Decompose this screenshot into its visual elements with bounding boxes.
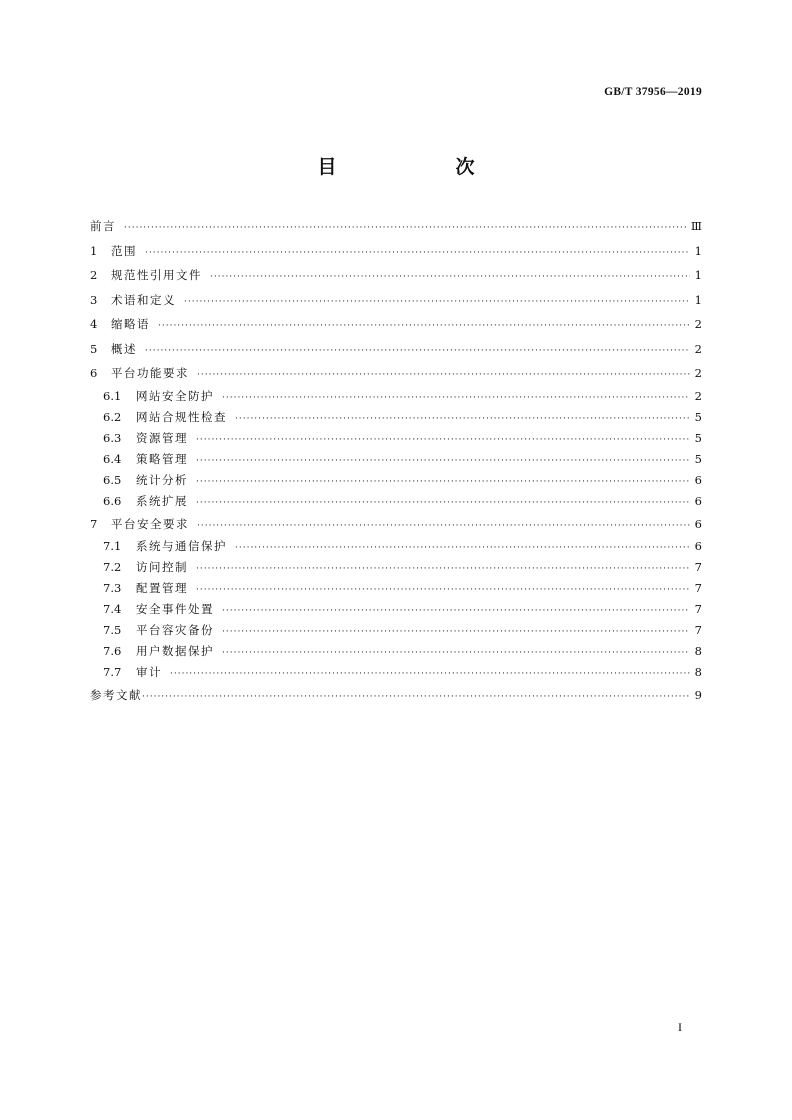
toc-entry-number: 6.2 — [103, 409, 122, 424]
toc-entry-page: 8 — [694, 665, 702, 679]
page-title: 目 次 — [317, 156, 525, 178]
toc-entry-page: 7 — [694, 560, 702, 574]
toc-leader-dots — [235, 409, 690, 430]
toc-entry-label: 用户数据保护 — [136, 644, 214, 658]
toc-entry-page: 2 — [694, 341, 702, 356]
toc-entry[interactable] — [90, 312, 702, 337]
toc-entry-number: 1 — [90, 243, 98, 258]
toc-entry[interactable] — [90, 337, 702, 362]
toc-entry[interactable] — [90, 536, 702, 557]
toc-entry-label: 访问控制 — [136, 560, 188, 574]
toc-entry[interactable] — [90, 470, 702, 491]
toc-entry[interactable] — [90, 578, 702, 599]
toc-entry[interactable] — [90, 599, 702, 620]
toc-entry-number: 5 — [90, 341, 98, 356]
toc-entry-label: 审计 — [136, 665, 162, 679]
toc-entry-label: 范围 — [111, 243, 137, 258]
toc-entry-page: 1 — [694, 268, 702, 282]
toc-entry-page: 5 — [694, 430, 702, 445]
toc-leader-dots — [196, 493, 690, 514]
toc-entry-page: Ⅲ — [690, 219, 702, 233]
toc-entry-page: 6 — [694, 472, 702, 487]
toc-entry[interactable] — [90, 620, 702, 641]
toc-entry-number: 6.4 — [103, 451, 122, 466]
toc-entry[interactable] — [90, 386, 702, 407]
toc-entry[interactable] — [90, 239, 702, 264]
toc-entry-page: 5 — [694, 451, 702, 466]
toc-entry[interactable] — [90, 288, 702, 313]
toc-leader-dots — [210, 265, 690, 289]
toc-entry-number: 2 — [90, 268, 98, 282]
toc-entry-label: 系统扩展 — [136, 493, 188, 508]
toc-entry-number: 7.3 — [103, 581, 122, 595]
toc-entry[interactable] — [90, 683, 702, 708]
toc-leader-dots — [197, 363, 690, 387]
toc-entry[interactable] — [90, 491, 702, 512]
toc-entry[interactable] — [90, 407, 702, 428]
toc-leader-dots — [124, 216, 687, 240]
toc-entry-page: 7 — [694, 602, 702, 616]
toc-entry-page: 1 — [694, 292, 702, 307]
toc-entry[interactable] — [90, 449, 702, 470]
toc-leader-dots — [142, 685, 690, 709]
toc-entry-label: 术语和定义 — [111, 292, 176, 307]
toc-entry[interactable] — [90, 662, 702, 683]
toc-leader-dots — [222, 643, 690, 664]
toc-leader-dots — [197, 514, 690, 538]
toc-leader-dots — [222, 622, 690, 643]
toc-leader-dots — [145, 339, 690, 363]
toc-entry-number: 7.1 — [103, 539, 122, 553]
standard-code: GB/T 37956—2019 — [604, 86, 702, 98]
toc-entry-label: 统计分析 — [136, 472, 188, 487]
toc-leader-dots — [158, 314, 690, 338]
toc-entry-page: 8 — [694, 644, 702, 658]
toc-entry-label: 平台安全要求 — [111, 516, 189, 531]
toc-entry-label: 系统与通信保护 — [136, 539, 227, 553]
toc-entry[interactable] — [90, 361, 702, 386]
toc-entry-label: 策略管理 — [136, 451, 188, 466]
toc-entry-number: 3 — [90, 292, 98, 307]
toc-entry-number: 6.6 — [103, 493, 122, 508]
toc-entry-label: 安全事件处置 — [136, 602, 214, 616]
toc-entry-label: 平台容灾备份 — [136, 623, 214, 637]
toc-entry-number: 6.3 — [103, 430, 122, 445]
toc-entry-page: 2 — [694, 388, 702, 403]
toc-leader-dots — [222, 388, 690, 409]
toc-entry-page: 1 — [694, 243, 702, 258]
toc-entry-page: 6 — [694, 516, 702, 531]
toc-entry-label: 平台功能要求 — [111, 366, 189, 380]
table-of-contents — [90, 214, 702, 708]
toc-entry-page: 7 — [694, 623, 702, 637]
toc-entry-page: 2 — [694, 317, 702, 331]
toc-entry-number: 7.7 — [103, 665, 122, 679]
page-number: I — [678, 1020, 682, 1034]
toc-entry-page: 2 — [694, 366, 702, 380]
toc-entry-page: 9 — [694, 688, 702, 702]
toc-leader-dots — [184, 290, 690, 314]
toc-leader-dots — [196, 451, 690, 472]
toc-entry[interactable] — [90, 512, 702, 537]
toc-entry-label: 规范性引用文件 — [111, 268, 202, 282]
toc-entry-label: 缩略语 — [111, 317, 150, 331]
toc-entry-number: 6 — [90, 366, 98, 380]
toc-leader-dots — [170, 664, 690, 685]
toc-entry-label: 网站安全防护 — [136, 388, 214, 403]
toc-entry-number: 6.1 — [103, 388, 122, 403]
toc-leader-dots — [196, 559, 690, 580]
toc-entry[interactable] — [90, 214, 702, 239]
toc-entry[interactable] — [90, 557, 702, 578]
toc-entry-number: 7.6 — [103, 644, 122, 658]
toc-leader-dots — [222, 601, 690, 622]
toc-entry[interactable] — [90, 428, 702, 449]
toc-leader-dots — [196, 580, 690, 601]
toc-entry-label: 参考文献 — [90, 688, 142, 702]
toc-entry-page: 5 — [694, 409, 702, 424]
toc-entry-number: 7.4 — [103, 602, 122, 616]
toc-entry-label: 前言 — [90, 219, 116, 233]
toc-entry-number: 7 — [90, 516, 98, 531]
toc-entry-page: 6 — [694, 493, 702, 508]
toc-leader-dots — [235, 538, 690, 559]
toc-entry-number: 4 — [90, 317, 98, 331]
toc-entry[interactable] — [90, 263, 702, 288]
toc-entry-label: 配置管理 — [136, 581, 188, 595]
toc-leader-dots — [196, 472, 690, 493]
toc-entry-page: 6 — [694, 539, 702, 553]
toc-entry-number: 7.5 — [103, 623, 122, 637]
toc-entry-label: 网站合规性检查 — [136, 409, 227, 424]
toc-leader-dots — [145, 241, 690, 265]
toc-entry-number: 7.2 — [103, 560, 122, 574]
toc-entry-label: 资源管理 — [136, 430, 188, 445]
toc-entry[interactable] — [90, 641, 702, 662]
toc-leader-dots — [196, 430, 690, 451]
toc-entry-number: 6.5 — [103, 472, 122, 487]
toc-entry-page: 7 — [694, 581, 702, 595]
toc-entry-label: 概述 — [111, 341, 137, 356]
